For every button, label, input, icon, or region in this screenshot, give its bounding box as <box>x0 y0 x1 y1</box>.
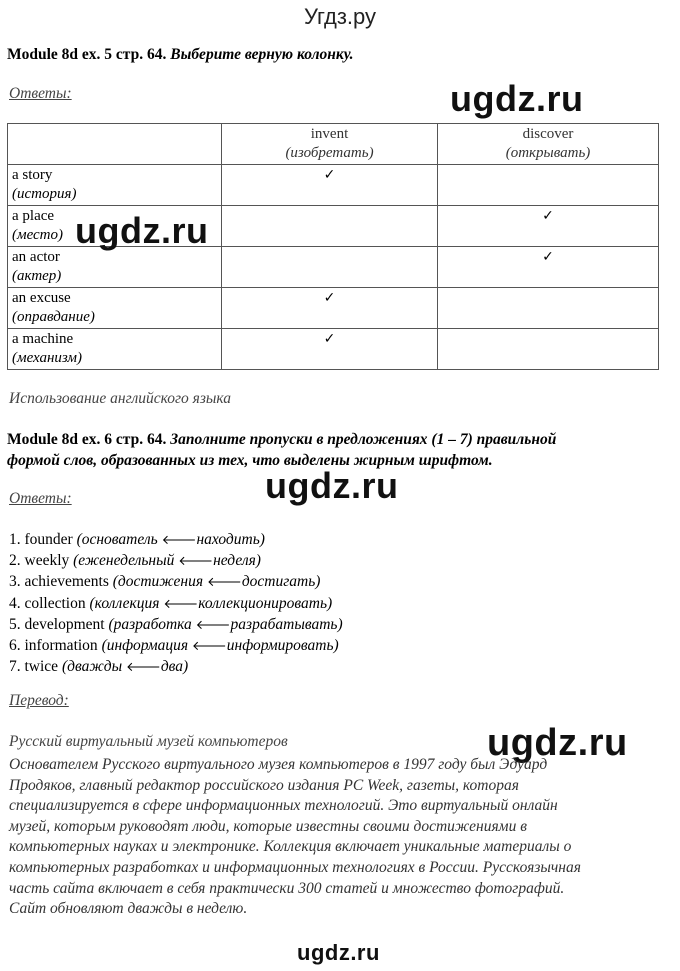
table-cell-discover <box>438 165 659 206</box>
answer-translation: (коллекция <box>89 594 160 612</box>
arrow-left-icon: 🡐 <box>161 533 197 548</box>
list-item <box>9 551 343 572</box>
answer-source-word: находить) <box>196 531 265 548</box>
answer-translation: (информация <box>101 637 189 655</box>
answer-word: weekly <box>24 552 70 570</box>
answer-word: founder <box>24 531 73 548</box>
answer-word: twice <box>24 658 59 676</box>
table-header-empty <box>8 124 222 165</box>
table-cell-invent <box>222 165 438 206</box>
translation-label: Перевод: <box>9 692 69 709</box>
ex6-answers-label: Ответы: <box>9 490 72 507</box>
translation-line: компьютерных науках и электронике. Коллекция включает уникальные материалы о <box>9 838 572 856</box>
answer-translation: (достижения <box>112 573 204 591</box>
answer-source-word: информировать) <box>226 637 339 655</box>
table-cell-invent <box>222 329 438 370</box>
site-title: Угдз.ру <box>303 4 377 29</box>
answer-translation: (еженедельный <box>73 552 175 570</box>
answer-translation: (разработка <box>108 615 192 633</box>
answer-number: 7. <box>9 658 21 676</box>
answer-translation: (основатель <box>76 531 158 548</box>
translation-text <box>9 755 659 920</box>
arrow-left-icon: 🡐 <box>206 575 242 591</box>
arrow-left-icon: 🡐 <box>125 660 161 676</box>
answer-translation: (дважды <box>61 658 123 676</box>
check-icon: ✓ <box>542 249 554 265</box>
answer-number: 2. <box>9 552 21 570</box>
table-cell-discover <box>438 247 659 288</box>
table-cell-invent <box>222 247 438 288</box>
table-cell-discover <box>438 206 659 247</box>
watermark: ugdz.ru <box>265 465 399 506</box>
answer-source-word: достигать) <box>241 573 321 591</box>
translation-line: Продяков, главный редактор российского издания PC Week, газеты, которая <box>9 776 519 794</box>
table-cell-discover <box>438 288 659 329</box>
translation-line: Основателем Русского виртуального музея компьютеров в 1997 году был Эдуард <box>9 756 548 773</box>
check-icon: ✓ <box>542 208 554 224</box>
answer-number: 1. <box>9 531 21 548</box>
list-item <box>9 657 343 678</box>
table-cell-word: an excuse (оправдание) <box>8 288 222 329</box>
table-header-invent: invent (изобретать) <box>222 124 438 165</box>
table-cell-invent <box>222 288 438 329</box>
list-item <box>9 530 343 551</box>
answer-word: collection <box>24 594 86 612</box>
arrow-left-icon: 🡐 <box>178 554 214 570</box>
table-header-discover: discover (открывать) <box>438 124 659 165</box>
check-icon: ✓ <box>323 167 336 183</box>
arrow-left-icon: 🡐 <box>195 617 231 633</box>
list-item <box>9 636 343 657</box>
answer-word: information <box>24 637 98 655</box>
table-cell-invent <box>222 206 438 247</box>
translation-line: специализируется в сфере информационных технологий. Это виртуальный онлайн <box>9 797 558 815</box>
translation-line: музей, которым руководят люди, которые известны своими достижениями в <box>9 817 527 835</box>
answer-source-word: коллекционировать) <box>198 594 333 612</box>
answer-number: 6. <box>9 637 21 655</box>
list-item <box>9 594 343 615</box>
ex5-answers-label: Ответы: <box>9 85 72 102</box>
answer-source-word: два) <box>160 658 189 676</box>
watermark: ugdz.ru <box>487 722 628 764</box>
answer-number: 5. <box>9 615 21 633</box>
ex5-heading-bold: Module 8d ex. 5 стр. 64. <box>7 46 167 63</box>
ex6-heading: Module 8d ex. 6 стр. 64. Заполните пропуски в предложениях (1 – 7) правильной формой слов, образованных из тех, что выделены жирным шрифтом. <box>7 431 557 469</box>
arrow-left-icon: 🡐 <box>191 639 227 655</box>
check-icon: ✓ <box>323 290 336 306</box>
table-cell-word: a story (история) <box>8 165 222 206</box>
list-item <box>9 572 343 593</box>
watermark: ugdz.ru <box>297 940 380 965</box>
table-cell-word: a place (место) <box>8 206 222 247</box>
arrow-left-icon: 🡐 <box>163 596 199 612</box>
watermark: ugdz.ru <box>450 78 584 119</box>
answer-word: development <box>24 615 105 633</box>
ex5-heading <box>7 44 354 65</box>
translation-line: компьютерных разработках и информационных технологиях в России. Русскоязычная <box>9 858 581 876</box>
table-cell-word: an actor (актер) <box>8 247 222 288</box>
table-row <box>8 329 659 370</box>
table-row <box>8 165 659 206</box>
section-label: Использование английского языка <box>9 390 232 407</box>
list-item <box>9 615 343 636</box>
table-row <box>8 247 659 288</box>
translation-line: часть сайта включает в себя практически 300 статей и множество фотографий. <box>9 879 565 897</box>
watermark: ugdz.ru <box>75 210 209 251</box>
translation-title: Русский виртуальный музей компьютеров <box>9 733 288 750</box>
answers-list <box>9 530 343 678</box>
ex5-heading-italic: Выберите верную колонку. <box>170 46 354 63</box>
translation-line: Сайт обновляют дважды в неделю. <box>9 900 248 918</box>
answer-source-word: разрабатывать) <box>230 615 343 633</box>
table-header-row <box>8 124 659 165</box>
check-icon: ✓ <box>323 331 336 347</box>
table-cell-discover <box>438 329 659 370</box>
answer-number: 3. <box>9 573 21 591</box>
answer-word: achievements <box>24 573 109 591</box>
answer-number: 4. <box>9 594 21 612</box>
answer-source-word: неделя) <box>213 552 261 570</box>
table-cell-word: a machine (механизм) <box>8 329 222 370</box>
table-row <box>8 288 659 329</box>
